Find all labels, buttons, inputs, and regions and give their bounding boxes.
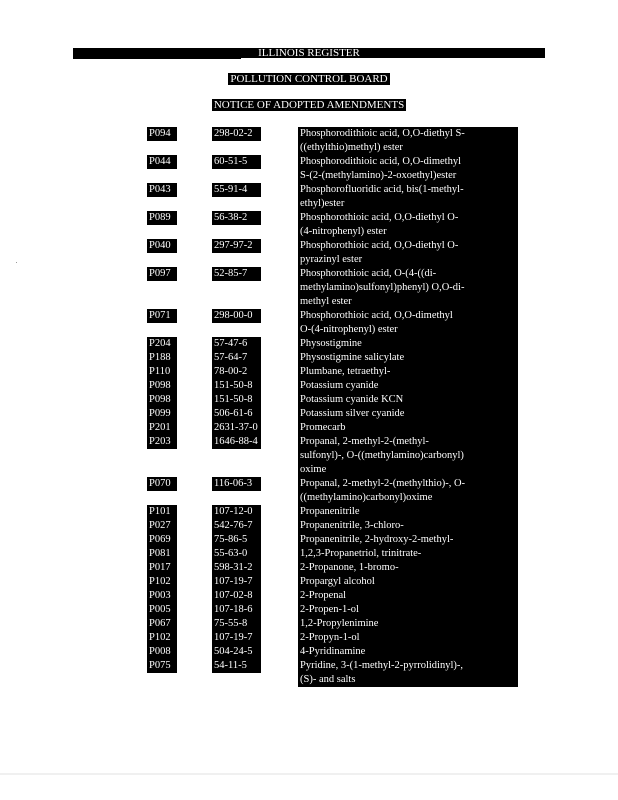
- substance-name: [298, 435, 518, 477]
- waste-code: P040: [147, 239, 177, 253]
- substance-name: [298, 337, 518, 351]
- substance-name: [298, 547, 518, 561]
- waste-code: P067: [147, 617, 177, 631]
- substance-name: [298, 477, 518, 505]
- cas-number: 504-24-5: [212, 645, 261, 659]
- substance-name-line: Propanal, 2-methyl-2-(methylthio)-, O-: [300, 478, 466, 489]
- waste-code: P097: [147, 267, 177, 281]
- substance-name: [298, 561, 518, 575]
- substance-name-line: Propanenitrile: [300, 506, 360, 517]
- waste-code: P008: [147, 645, 177, 659]
- waste-code: P071: [147, 309, 177, 323]
- substance-name-line: ((ethylthio)methyl) ester: [300, 142, 403, 153]
- substance-name-line: Promecarb: [300, 422, 346, 433]
- waste-code: P099: [147, 407, 177, 421]
- waste-code: P089: [147, 211, 177, 225]
- substance-name: [298, 309, 518, 337]
- substance-name-line: 4-Pyridinamine: [300, 646, 366, 657]
- waste-code: P204: [147, 337, 177, 351]
- substance-name-line: pyrazinyl ester: [300, 254, 363, 265]
- notice-title: [0, 100, 618, 111]
- waste-code: P003: [147, 589, 177, 603]
- waste-code: P017: [147, 561, 177, 575]
- substance-name: [298, 575, 518, 589]
- substance-name-line: Phosphorothioic acid, O-(4-((di-: [300, 268, 437, 279]
- substance-name-line: Potassium cyanide: [300, 380, 379, 391]
- cas-number: 107-19-7: [212, 631, 261, 645]
- waste-code: P203: [147, 435, 177, 449]
- substance-name: [298, 421, 518, 435]
- substance-name-line: 1,2,3-Propanetriol, trinitrate-: [300, 548, 422, 559]
- cas-number: 297-97-2: [212, 239, 261, 253]
- cas-number: 57-64-7: [212, 351, 261, 365]
- substance-name-line: S-(2-(methylamino)-2-oxoethyl)ester: [300, 170, 457, 181]
- substance-name-line: (S)- and salts: [300, 674, 356, 685]
- scan-speck: [16, 262, 17, 263]
- waste-code: P043: [147, 183, 177, 197]
- substance-name: [298, 519, 518, 533]
- cas-number: 2631-37-0: [212, 421, 261, 435]
- substance-name-line: Physostigmine: [300, 338, 362, 349]
- substance-name: [298, 393, 518, 407]
- waste-code: P098: [147, 379, 177, 393]
- substance-name: [298, 351, 518, 365]
- waste-code: P102: [147, 631, 177, 645]
- cas-number: 57-47-6: [212, 337, 261, 351]
- substance-name-line: 2-Propanone, 1-bromo-: [300, 562, 399, 573]
- substance-name-line: Phosphorothioic acid, O,O-dimethyl: [300, 310, 453, 321]
- substance-name: [298, 407, 518, 421]
- cas-number: 298-00-0: [212, 309, 261, 323]
- register-title: [0, 48, 618, 59]
- board-title: [0, 74, 618, 85]
- substance-name-line: Phosphorothioic acid, O,O-diethyl O-: [300, 240, 459, 251]
- cas-number: 107-12-0: [212, 505, 261, 519]
- waste-code: P005: [147, 603, 177, 617]
- substance-name-line: Phosphorofluoridic acid, bis(1-methyl-: [300, 184, 464, 195]
- cas-number: 107-02-8: [212, 589, 261, 603]
- substance-name-line: sulfonyl)-, O-((methylamino)carbonyl): [300, 450, 464, 461]
- substance-name-line: (4-nitrophenyl) ester: [300, 226, 387, 237]
- substance-name: [298, 589, 518, 603]
- substance-name-line: Propanenitrile, 3-chloro-: [300, 520, 404, 531]
- waste-code: P044: [147, 155, 177, 169]
- substance-name: [298, 379, 518, 393]
- waste-code: P075: [147, 659, 177, 673]
- page-bottom-edge: [0, 773, 618, 775]
- substance-name-line: oxime: [300, 464, 327, 475]
- substance-name: [298, 631, 518, 645]
- substance-name-line: Pyridine, 3-(1-methyl-2-pyrrolidinyl)-,: [300, 660, 464, 671]
- cas-number: 54-11-5: [212, 659, 261, 673]
- substance-name-line: 1,2-Propylenimine: [300, 618, 379, 629]
- substance-name: [298, 617, 518, 631]
- substance-name: [298, 603, 518, 617]
- substance-name-line: ((methylamino)carbonyl)oxime: [300, 492, 433, 503]
- cas-number: 506-61-6: [212, 407, 261, 421]
- substance-name-line: O-(4-nitrophenyl) ester: [300, 324, 398, 335]
- substance-name-line: methyl ester: [300, 296, 352, 307]
- substance-name-line: Propanenitrile, 2-hydroxy-2-methyl-: [300, 534, 454, 545]
- substance-name: [298, 211, 518, 239]
- waste-code: P188: [147, 351, 177, 365]
- substance-name: [298, 183, 518, 211]
- cas-number: 107-18-6: [212, 603, 261, 617]
- substance-name: [298, 645, 518, 659]
- substance-name-line: Propargyl alcohol: [300, 576, 375, 587]
- cas-number: 151-50-8: [212, 379, 261, 393]
- cas-number: 55-91-4: [212, 183, 261, 197]
- substance-name-line: methylamino)sulfonyl)phenyl) O,O-di-: [300, 282, 465, 293]
- substance-name-line: Potassium silver cyanide: [300, 408, 405, 419]
- substance-name: [298, 127, 518, 155]
- cas-number: 107-19-7: [212, 575, 261, 589]
- cas-number: 60-51-5: [212, 155, 261, 169]
- cas-number: 542-76-7: [212, 519, 261, 533]
- register-title-text: ILLINOIS REGISTER: [258, 47, 360, 59]
- substance-name: [298, 365, 518, 379]
- substance-name-line: Plumbane, tetraethyl-: [300, 366, 391, 377]
- substance-name: [298, 505, 518, 519]
- waste-code: P069: [147, 533, 177, 547]
- substance-name: [298, 533, 518, 547]
- substance-name-line: 2-Propenal: [300, 590, 347, 601]
- substance-name-line: ethyl)ester: [300, 198, 345, 209]
- substance-name-line: 2-Propyn-1-ol: [300, 632, 360, 643]
- cas-number: 75-86-5: [212, 533, 261, 547]
- substance-name-line: Phosphorodithioic acid, O,O-dimethyl: [300, 156, 461, 167]
- cas-number: 56-38-2: [212, 211, 261, 225]
- cas-number: 298-02-2: [212, 127, 261, 141]
- waste-code: P070: [147, 477, 177, 491]
- substance-name-line: Physostigmine salicylate: [300, 352, 405, 363]
- waste-code: P081: [147, 547, 177, 561]
- cas-number: 598-31-2: [212, 561, 261, 575]
- reactivity-mark: (R): [500, 548, 514, 559]
- cas-number: 75-55-8: [212, 617, 261, 631]
- waste-code: P102: [147, 575, 177, 589]
- cas-number: 116-06-3: [212, 477, 261, 491]
- substance-name-line: Phosphorothioic acid, O,O-diethyl O-: [300, 212, 459, 223]
- waste-code: P101: [147, 505, 177, 519]
- substance-name: [298, 267, 518, 309]
- substance-name: [298, 155, 518, 183]
- waste-code: P098: [147, 393, 177, 407]
- cas-number: 52-85-7: [212, 267, 261, 281]
- notice-title-text: NOTICE OF ADOPTED AMENDMENTS: [213, 99, 405, 111]
- substance-name-line: Potassium cyanide KCN: [300, 394, 404, 405]
- board-title-text: POLLUTION CONTROL BOARD: [230, 73, 388, 85]
- substance-name-line: 2-Propen-1-ol: [300, 604, 359, 615]
- substance-name: [298, 659, 518, 687]
- waste-code: P110: [147, 365, 177, 379]
- cas-number: 55-63-0: [212, 547, 261, 561]
- waste-code: P027: [147, 519, 177, 533]
- substance-name: [298, 239, 518, 267]
- substance-name-line: Propanal, 2-methyl-2-(methyl-: [300, 436, 429, 447]
- waste-code: P094: [147, 127, 177, 141]
- waste-code: P201: [147, 421, 177, 435]
- cas-number: 151-50-8: [212, 393, 261, 407]
- cas-number: 78-00-2: [212, 365, 261, 379]
- cas-number: 1646-88-4: [212, 435, 261, 449]
- substance-name-line: Phosphorodithioic acid, O,O-diethyl S-: [300, 128, 465, 139]
